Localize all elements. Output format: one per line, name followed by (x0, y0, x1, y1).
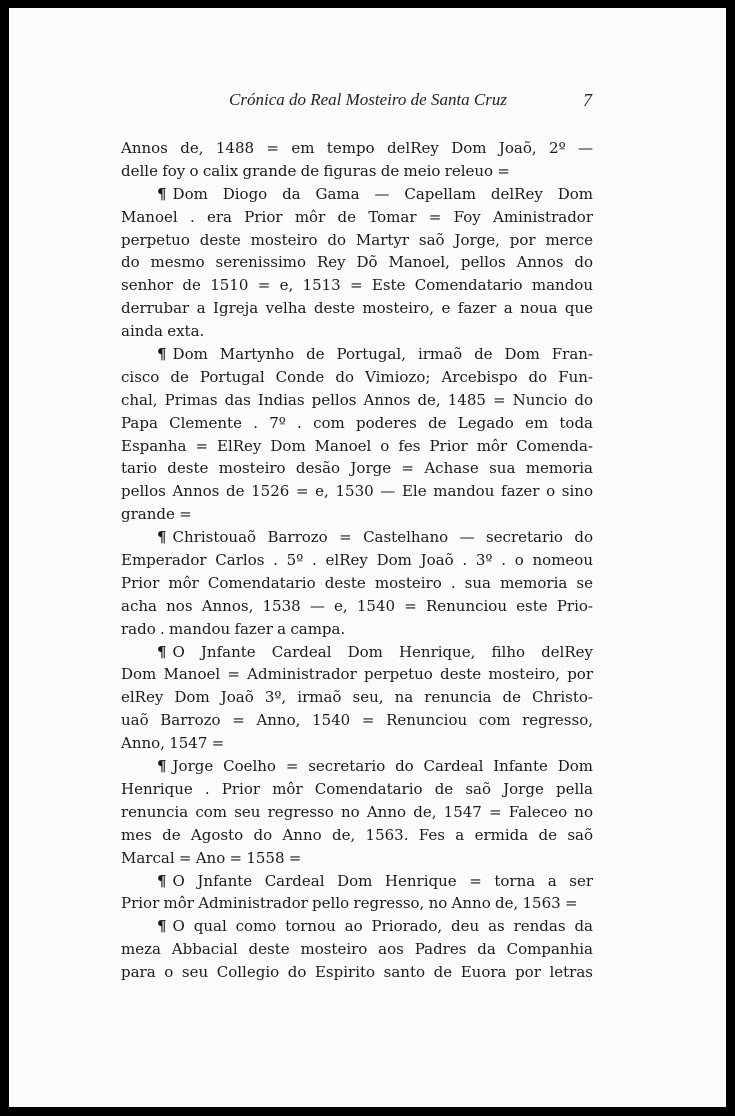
body-text (121, 137, 593, 984)
text-line (121, 778, 593, 801)
line-text: Dom Manoel = Administrador perpetuo deste mosteiro, por (121, 665, 593, 684)
line-text: Christouaõ Barrozo = Castelhano — secretario do (172, 528, 593, 547)
line-text: Annos de, 1488 = em tempo delRey Dom Joaõ, 2º — (121, 139, 593, 157)
paragraph-mark-icon: ¶ (157, 642, 167, 661)
line-text: Prior môr Administrador pello regresso, no Anno de, 1563 = (121, 894, 578, 913)
line-text: senhor de 1510 = e, 1513 = Este Comendatario mandou (121, 276, 593, 295)
text-line (121, 870, 593, 893)
line-text: Espanha = ElRey Dom Manoel o fes Prior môr Comenda- (121, 436, 593, 455)
line-text: para o seu Collegio do Espirito santo de Euora por letras (121, 963, 593, 982)
text-line (121, 801, 593, 824)
line-text: tario deste mosteiro desão Jorge = Achase sua memoria (121, 459, 593, 478)
text-line (121, 343, 593, 366)
text-line (121, 435, 593, 458)
line-text: ainda exta. (121, 322, 205, 341)
text-line (121, 663, 593, 686)
text-line (121, 366, 593, 389)
text-line (121, 709, 593, 732)
text-line (121, 938, 593, 961)
line-text: renuncia com seu regresso no Anno de, 1547 = Faleceo no (121, 802, 593, 821)
text-line (121, 251, 593, 274)
line-text: grande = (121, 505, 192, 524)
paragraph-mark-icon: ¶ (157, 917, 167, 936)
text-line (121, 137, 593, 160)
line-text: Manoel . era Prior môr de Tomar = Foy Aministrador (121, 207, 593, 226)
text-line (121, 526, 593, 549)
paragraph-mark-icon: ¶ (157, 757, 167, 776)
line-text: derrubar a Igreja velha deste mosteiro, e fazer a noua que (121, 299, 593, 318)
line-text: Prior môr Comendatario deste mosteiro . sua memoria se (121, 573, 593, 592)
line-text: O Jnfante Cardeal Dom Henrique = torna a ser (172, 871, 593, 890)
text-line (121, 915, 593, 938)
text-line (121, 160, 593, 183)
text-line (121, 847, 593, 870)
text-line (121, 457, 593, 480)
line-text: meza Abbacial deste mosteiro aos Padres da Companhia (121, 940, 593, 959)
line-text: O qual como tornou ao Priorado, deu as rendas da (172, 917, 593, 936)
text-line (121, 320, 593, 343)
line-text: chal, Primas das Indias pellos Annos de, 1485 = Nuncio do (121, 390, 593, 409)
text-line (121, 686, 593, 709)
document-page (9, 8, 726, 1107)
line-text: uaõ Barrozo = Anno, 1540 = Renunciou com regresso, (121, 711, 593, 730)
text-line (121, 618, 593, 641)
page-number: 7 (583, 90, 592, 110)
text-line (121, 961, 593, 984)
text-line (121, 297, 593, 320)
text-line (121, 183, 593, 206)
text-line (121, 206, 593, 229)
text-line (121, 755, 593, 778)
line-text: O Jnfante Cardeal Dom Henrique, filho delRey (172, 642, 593, 661)
line-text: Marcal = Ano = 1558 = (121, 848, 302, 867)
line-text: do mesmo serenissimo Rey Dõ Manoel, pellos Annos do (121, 253, 593, 272)
line-text: cisco de Portugal Conde do Vimiozo; Arcebispo do Fun- (121, 367, 593, 386)
text-line (121, 389, 593, 412)
text-line (121, 503, 593, 526)
line-text: elRey Dom Joaõ 3º, irmaõ seu, na renuncia de Christo- (121, 688, 593, 707)
text-line (121, 892, 593, 915)
text-line (121, 480, 593, 503)
line-text: acha nos Annos, 1538 — e, 1540 = Renunciou este Prio- (121, 596, 593, 615)
text-line (121, 641, 593, 664)
text-line (121, 229, 593, 252)
text-line (121, 732, 593, 755)
paragraph-mark-icon: ¶ (157, 871, 167, 890)
line-text: delle foy o calix grande de figuras de meio releuo = (121, 161, 510, 180)
paragraph-mark-icon: ¶ (157, 528, 167, 547)
paragraph-mark-icon: ¶ (157, 345, 167, 364)
text-line (121, 274, 593, 297)
line-text: mes de Agosto do Anno de, 1563. Fes a ermida de saõ (121, 825, 593, 844)
line-text: rado . mandou fazer a campa. (121, 619, 346, 638)
text-line (121, 572, 593, 595)
line-text: Dom Martynho de Portugal, irmaõ de Dom Fran- (172, 345, 593, 364)
line-text: pellos Annos de 1526 = e, 1530 — Ele mandou fazer o sino (121, 482, 593, 501)
text-line (121, 549, 593, 572)
line-text: Dom Diogo da Gama — Capellam delRey Dom (172, 184, 593, 203)
paragraph-mark-icon: ¶ (157, 184, 167, 203)
running-title: Crónica do Real Mosteiro de Santa Cruz (229, 90, 507, 109)
line-text: Emperador Carlos . 5º . elRey Dom Joaõ . 3º . o nomeou (121, 551, 593, 570)
line-text: perpetuo deste mosteiro do Martyr saõ Jorge, por merce (121, 230, 593, 249)
line-text: Jorge Coelho = secretario do Cardeal Infante Dom (172, 757, 593, 776)
text-line (121, 412, 593, 435)
line-text: Papa Clemente . 7º . com poderes de Legado em toda (121, 413, 593, 432)
line-text: Henrique . Prior môr Comendatario de saõ Jorge pella (121, 779, 593, 798)
line-text: Anno, 1547 = (121, 734, 225, 753)
text-line (121, 824, 593, 847)
text-line (121, 595, 593, 618)
